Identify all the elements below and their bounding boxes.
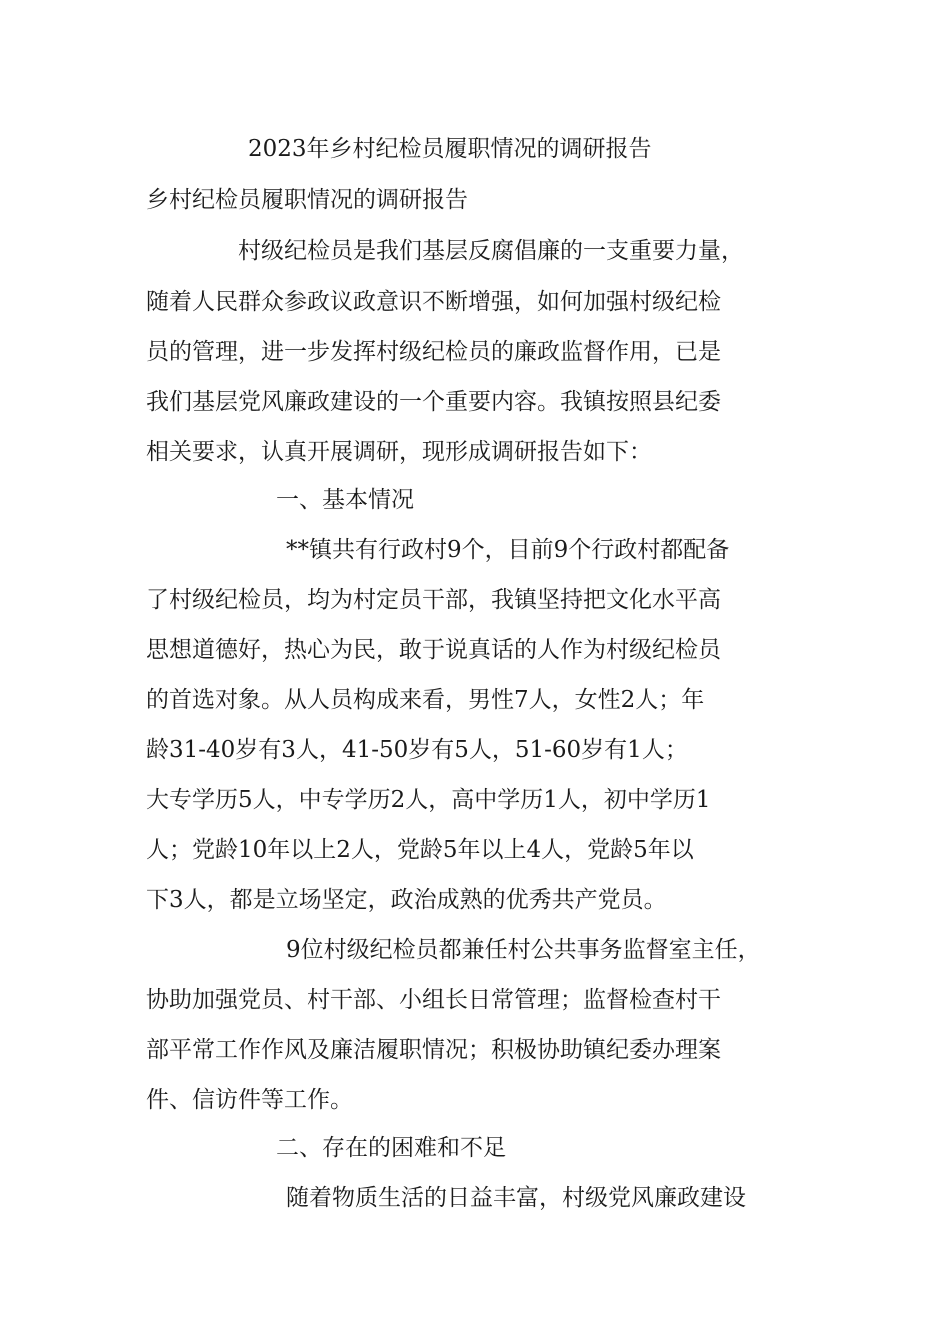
paragraph-line: 相关要求，认真开展调研，现形成调研报告如下：: [146, 439, 652, 465]
paragraph-line: **镇共有行政村9个，目前9个行政村都配备: [286, 537, 730, 563]
paragraph-line: 员的管理，进一步发挥村级纪检员的廉政监督作用，已是: [146, 339, 721, 365]
paragraph-line: 的首选对象。从人员构成来看，男性7人，女性2人；年: [146, 687, 705, 713]
paragraph-line: 下3人，都是立场坚定，政治成熟的优秀共产党员。: [146, 887, 667, 913]
paragraph-line: 我们基层党风廉政建设的一个重要内容。我镇按照县纪委: [146, 389, 721, 415]
paragraph-line: 随着物质生活的日益丰富，村级党风廉政建设: [286, 1185, 746, 1211]
paragraph-line: 龄31-40岁有3人，41-50岁有5人，51-60岁有1人；: [146, 737, 688, 763]
paragraph-line: 思想道德好，热心为民，敢于说真话的人作为村级纪检员: [146, 637, 721, 663]
paragraph-line: 大专学历5人，中专学历2人，高中学历1人，初中学历1: [146, 787, 711, 813]
paragraph-line: 村级纪检员是我们基层反腐倡廉的一支重要力量，: [238, 238, 744, 264]
paragraph-line: 随着人民群众参政议政意识不断增强，如何加强村级纪检: [146, 289, 721, 315]
section-heading: 二、存在的困难和不足: [276, 1135, 506, 1161]
paragraph-line: 件、信访件等工作。: [146, 1087, 353, 1113]
paragraph-line: 9位村级纪检员都兼任村公共事务监督室主任，: [286, 937, 761, 963]
document-subtitle: 乡村纪检员履职情况的调研报告: [146, 187, 468, 213]
paragraph-line: 协助加强党员、村干部、小组长日常管理；监督检查村干: [146, 987, 721, 1013]
section-heading: 一、基本情况: [276, 487, 414, 513]
paragraph-line: 部平常工作作风及廉洁履职情况；积极协助镇纪委办理案: [146, 1037, 721, 1063]
paragraph-line: 了村级纪检员，均为村定员干部，我镇坚持把文化水平高: [146, 587, 721, 613]
document-title: 2023年乡村纪检员履职情况的调研报告: [248, 136, 652, 162]
paragraph-line: 人；党龄10年以上2人，党龄5年以上4人，党龄5年以: [146, 837, 694, 863]
